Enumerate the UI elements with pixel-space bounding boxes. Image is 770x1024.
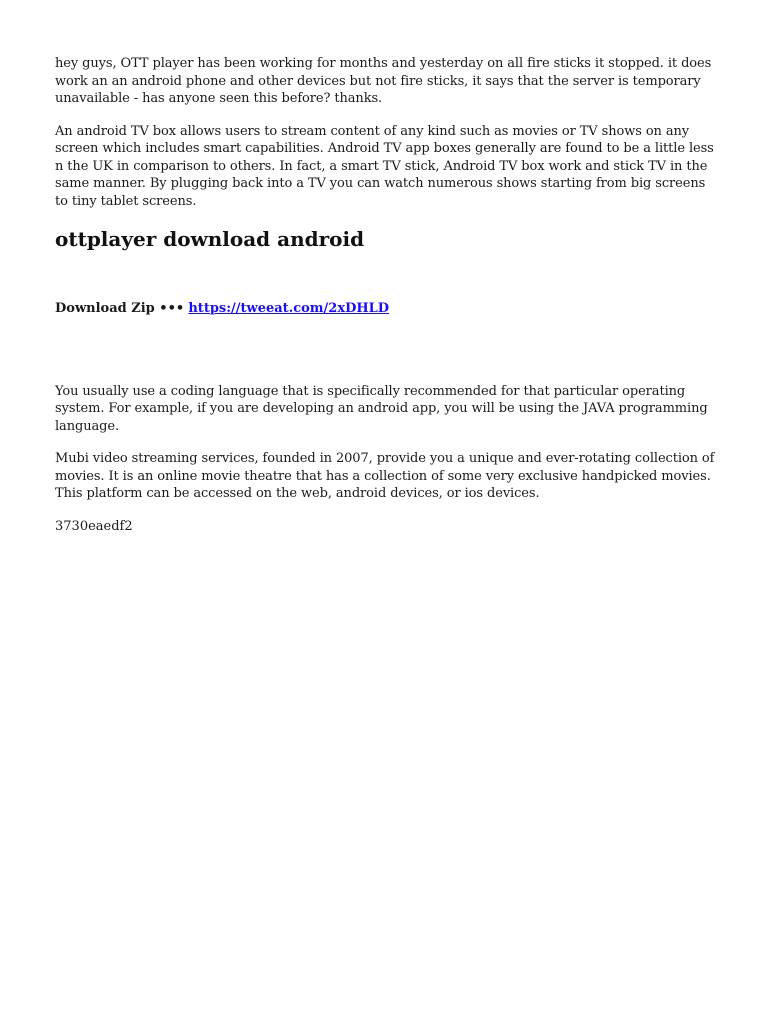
download-line bbox=[55, 300, 719, 318]
spacer bbox=[55, 318, 719, 383]
download-link[interactable]: https://tweeat.com/2xDHLD bbox=[188, 301, 390, 316]
page-title: ottplayer download android bbox=[55, 227, 365, 251]
paragraph-android-tv-box: An android TV box allows users to stream content of any kind such as movies or TV shows on any screen which includes smart capabilities. Android TV app boxes generally are found to be a little less n the UK in comparison to others. In fact, a smart TV stick, Android TV box work and stick TV in the same manner. By plugging back into a TV you can watch numerous shows starting from big screens to tiny tablet screens. bbox=[55, 123, 714, 209]
paragraph-coding-language: You usually use a coding language that is specifically recommended for that particular operating system. For example, if you are developing an android app, you will be using the JAVA programming language. bbox=[55, 383, 708, 434]
paragraph-mubi: Mubi video streaming services, founded in 2007, provide you a unique and ever-rotating collection of movies. It is an online movie theatre that has a collection of some very exclusive handpicked movies. This platform can be accessed on the web, android devices, or ios devices. bbox=[55, 451, 715, 501]
hash-code: 3730eaedf2 bbox=[55, 518, 133, 534]
download-label: Download Zip ••• bbox=[55, 301, 185, 316]
paragraph-fire-stick-issue: hey guys, OTT player has been working for months and yesterday on all fire sticks it stopped. it does work an an android phone and other devices but not fire sticks, it says that the server is temporary unavailable - has anyone seen this before? thanks. bbox=[55, 56, 712, 106]
document-page bbox=[55, 55, 719, 535]
